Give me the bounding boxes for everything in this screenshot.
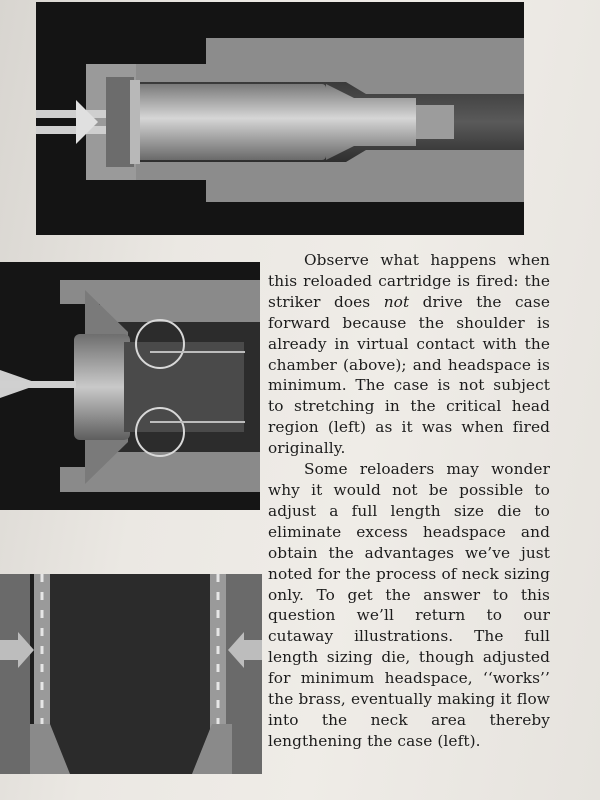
paragraph-2: Some reloaders may wonder why it would not be possible to adjust a full length size die to eliminate excess headspace and obtain the advantages we’ve just noted for the process of neck sizing only. To get the answer to this question we’ll return to our cutaway illustrations. The full length sizing die, though adjusted for minimum headspace, ‘‘works’’ the brass, eventually making it flow into the neck area thereby lengthening the case (left). — [268, 460, 550, 750]
emphasis-not: not — [383, 292, 410, 311]
body-text — [268, 250, 550, 752]
sizing-die-cutaway-illustration — [0, 574, 262, 774]
cartridge-in-chamber-illustration — [36, 2, 524, 235]
paragraph-1-text: Observe what happens when this reloaded cartridge is fired: the striker does — [268, 251, 550, 311]
paragraph-1 — [268, 250, 550, 459]
case-head-region-illustration — [0, 262, 260, 510]
paragraph-1-text-cont: drive the case forward because the shoulder is already in virtual contact with the chamber (above); and headspace is minimum. The case is not subject to stretching in the critical head region (left) as it was when fired originally. — [268, 292, 551, 458]
